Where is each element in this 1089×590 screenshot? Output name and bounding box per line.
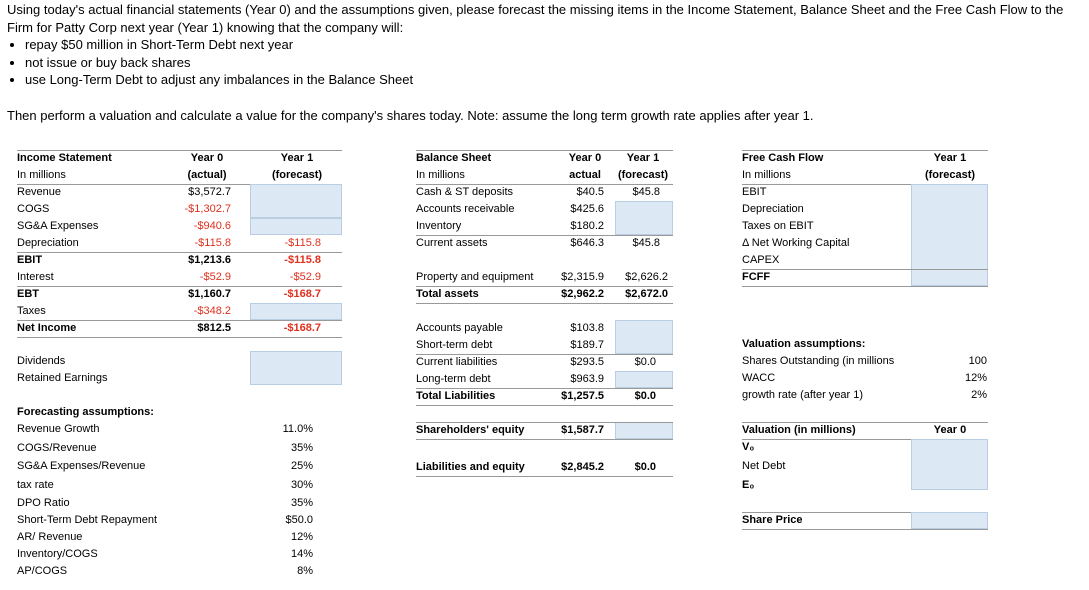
assumption-value: 11.0% xyxy=(282,423,313,435)
valuation-assumptions-title: Valuation assumptions: xyxy=(742,338,866,350)
balance-row-label: Short-term debt xyxy=(416,339,493,351)
balance-row-y0: $103.8 xyxy=(570,322,604,334)
dividends-label: Dividends xyxy=(17,355,66,367)
income-row-y1: -$115.8 xyxy=(284,237,321,249)
net-debt-label: Net Debt xyxy=(742,460,786,472)
fcf-subtitle: In millions xyxy=(742,169,791,181)
input-ltd[interactable] xyxy=(615,371,673,388)
assumption-value: 25% xyxy=(290,460,313,472)
income-title: Income Statement xyxy=(17,152,112,164)
assumption-label: COGS/Revenue xyxy=(17,442,97,454)
input-revenue-cogs[interactable] xyxy=(250,184,342,218)
input-equity[interactable] xyxy=(615,422,673,439)
income-row-y1: -$168.7 xyxy=(283,288,321,300)
assumption-value: 14% xyxy=(290,548,313,560)
balance-row-y1: $2,672.0 xyxy=(625,288,668,300)
assumption-value: $50.0 xyxy=(285,514,313,526)
valuation-assumption-label: WACC xyxy=(742,372,776,384)
balance-row-y0: $2,845.2 xyxy=(561,461,604,473)
assumption-value: 12% xyxy=(290,531,313,543)
bullet-1: • repay $50 million in Short-Term Debt next year xyxy=(25,36,1085,54)
income-row-label: Taxes xyxy=(17,305,46,317)
balance-row-label: Total Liabilities xyxy=(416,390,496,402)
balance-row-y1: $0.0 xyxy=(634,461,656,473)
input-ar-inventory[interactable] xyxy=(615,201,673,235)
balance-row-label: Current liabilities xyxy=(416,356,498,368)
assumption-label: AP/COGS xyxy=(17,565,68,577)
balance-row-label: Current assets xyxy=(416,237,488,249)
income-row-label: SG&A Expenses xyxy=(17,220,99,232)
balance-row-y0: $293.5 xyxy=(570,356,604,368)
e0-label: E₀ xyxy=(742,479,755,491)
balance-col0-sub: actual xyxy=(569,169,601,181)
balance-row-label: Property and equipment xyxy=(416,271,534,283)
fcf-col1-header: Year 1 xyxy=(933,152,967,164)
balance-row-y0: $2,962.2 xyxy=(561,288,604,300)
balance-row-y0: $425.6 xyxy=(570,203,604,215)
balance-row-y0: $189.7 xyxy=(570,339,604,351)
fcf-row-label: Taxes on EBIT xyxy=(742,220,814,232)
balance-row-y0: $180.2 xyxy=(570,220,604,232)
assumption-value: 8% xyxy=(297,565,313,577)
balance-row-label: Long-term debt xyxy=(416,373,491,385)
balance-title: Balance Sheet xyxy=(416,152,492,164)
balance-row-label: Inventory xyxy=(416,220,462,232)
instructions-line-1: Using today's actual financial statements (Year 0) and the assumptions given, please forecast the missing items in the Income Statement, Balance Sheet and the Free Cash Flow to the xyxy=(7,2,1064,17)
income-row-y1: -$52.9 xyxy=(289,271,321,283)
balance-row-y1: $0.0 xyxy=(634,390,656,402)
fcf-row-label: FCFF xyxy=(742,271,771,283)
balance-row-y0: $646.3 xyxy=(570,237,604,249)
instructions-bullets xyxy=(7,36,1085,89)
input-taxes[interactable] xyxy=(250,303,342,320)
income-row-label: Net Income xyxy=(17,322,77,334)
balance-subtitle: In millions xyxy=(416,169,465,181)
income-col1-sub: (forecast) xyxy=(271,169,323,181)
instructions-line-2: Firm for Patty Corp next year (Year 1) knowing that the company will: xyxy=(7,19,404,35)
balance-row-y1: $2,626.2 xyxy=(625,271,668,283)
valuation-assumption-label: growth rate (after year 1) xyxy=(742,389,864,401)
assumption-label: SG&A Expenses/Revenue xyxy=(17,460,146,472)
income-statement xyxy=(17,150,347,590)
income-row-y0: -$52.9 xyxy=(199,271,231,283)
income-col1-header: Year 1 xyxy=(280,152,314,164)
income-row-label: EBIT xyxy=(17,254,43,266)
income-row-y0: -$348.2 xyxy=(193,305,231,317)
income-row-y0: $1,160.7 xyxy=(188,288,231,300)
balance-row-label: Total assets xyxy=(416,288,479,300)
valuation xyxy=(742,422,992,534)
assumption-label: Short-Term Debt Repayment xyxy=(17,514,157,526)
fcf-row-label: Δ Net Working Capital xyxy=(742,237,850,249)
balance-row-label: Shareholders' equity xyxy=(416,424,525,436)
valuation-assumption-value: 100 xyxy=(968,355,987,367)
balance-row-label: Liabilities and equity xyxy=(416,461,525,473)
share-price-label: Share Price xyxy=(742,514,803,526)
fcf-row-label: CAPEX xyxy=(742,254,780,266)
fcf-col1-sub: (forecast) xyxy=(924,169,976,181)
balance-row-y1: $45.8 xyxy=(632,237,660,249)
input-sga[interactable] xyxy=(250,218,342,235)
balance-row-y1: $45.8 xyxy=(632,186,660,198)
income-row-y0: $1,213.6 xyxy=(188,254,231,266)
income-subtitle: In millions xyxy=(17,169,66,181)
valuation-assumption-value: 12% xyxy=(964,372,987,384)
income-row-label: EBT xyxy=(17,288,39,300)
income-row-y0: $812.5 xyxy=(197,322,231,334)
retained-earnings-label: Retained Earnings xyxy=(17,372,108,384)
income-row-y0: -$115.8 xyxy=(194,237,231,249)
assumption-value: 35% xyxy=(290,442,313,454)
balance-row-label: Accounts payable xyxy=(416,322,503,334)
balance-col0-header: Year 0 xyxy=(568,152,602,164)
balance-row-y0: $963.9 xyxy=(570,373,604,385)
income-row-y0: $3,572.7 xyxy=(188,186,231,198)
income-row-y1: -$168.7 xyxy=(283,322,321,334)
balance-row-label: Cash & ST deposits xyxy=(416,186,514,198)
valuation-assumption-label: Shares Outstanding (in millions xyxy=(742,355,895,367)
balance-row-y0: $2,315.9 xyxy=(561,271,604,283)
fcf-row-label: Depreciation xyxy=(742,203,804,215)
income-row-y0: -$940.6 xyxy=(193,220,231,232)
income-row-label: Interest xyxy=(17,271,54,283)
balance-row-label: Accounts receivable xyxy=(416,203,515,215)
income-col0-header: Year 0 xyxy=(190,152,224,164)
assumption-label: tax rate xyxy=(17,479,54,491)
free-cash-flow xyxy=(742,150,992,290)
fcf-row-label: EBIT xyxy=(742,186,767,198)
balance-col1-header: Year 1 xyxy=(626,152,660,164)
assumption-label: DPO Ratio xyxy=(17,497,70,509)
balance-sheet xyxy=(416,150,676,490)
instructions xyxy=(7,1,1085,124)
bullet-3: • use Long-Term Debt to adjust any imbalances in the Balance Sheet xyxy=(25,71,1085,89)
input-share-price[interactable] xyxy=(911,512,988,529)
fcf-title: Free Cash Flow xyxy=(742,152,824,164)
assumption-label: Inventory/COGS xyxy=(17,548,98,560)
assumption-label: AR/ Revenue xyxy=(17,531,83,543)
input-fcf-column[interactable] xyxy=(911,184,988,286)
assumption-label: Revenue Growth xyxy=(17,423,100,435)
income-row-label: Depreciation xyxy=(17,237,79,249)
bullet-2: • not issue or buy back shares xyxy=(25,54,1085,72)
balance-row-y0: $1,587.7 xyxy=(561,424,604,436)
income-row-label: Revenue xyxy=(17,186,62,198)
balance-col1-sub: (forecast) xyxy=(617,169,669,181)
valuation-title: Valuation (in millions) xyxy=(742,424,856,436)
income-row-y0: -$1,302.7 xyxy=(184,203,231,215)
valuation-assumption-value: 2% xyxy=(971,389,987,401)
income-row-y1: -$115.8 xyxy=(284,254,321,266)
income-row-label: COGS xyxy=(17,203,50,215)
instructions-line-3: Then perform a valuation and calculate a value for the company's shares today. Note: assume the long term growth rate applies after year 1. xyxy=(7,107,814,123)
valuation-assumptions xyxy=(742,336,992,406)
assumption-value: 30% xyxy=(290,479,313,491)
income-col0-sub: (actual) xyxy=(187,169,227,181)
input-ap-std[interactable] xyxy=(615,320,673,354)
input-dividends-retained[interactable] xyxy=(250,351,342,385)
balance-row-y0: $1,257.5 xyxy=(561,390,604,402)
assumptions-title: Forecasting assumptions: xyxy=(17,406,154,418)
assumption-value: 35% xyxy=(290,497,313,509)
input-valuation-column[interactable] xyxy=(911,439,988,490)
v0-label: V₀ xyxy=(742,441,755,453)
balance-row-y1: $0.0 xyxy=(634,356,656,368)
balance-row-y0: $40.5 xyxy=(576,186,604,198)
valuation-col0-header: Year 0 xyxy=(933,424,967,436)
